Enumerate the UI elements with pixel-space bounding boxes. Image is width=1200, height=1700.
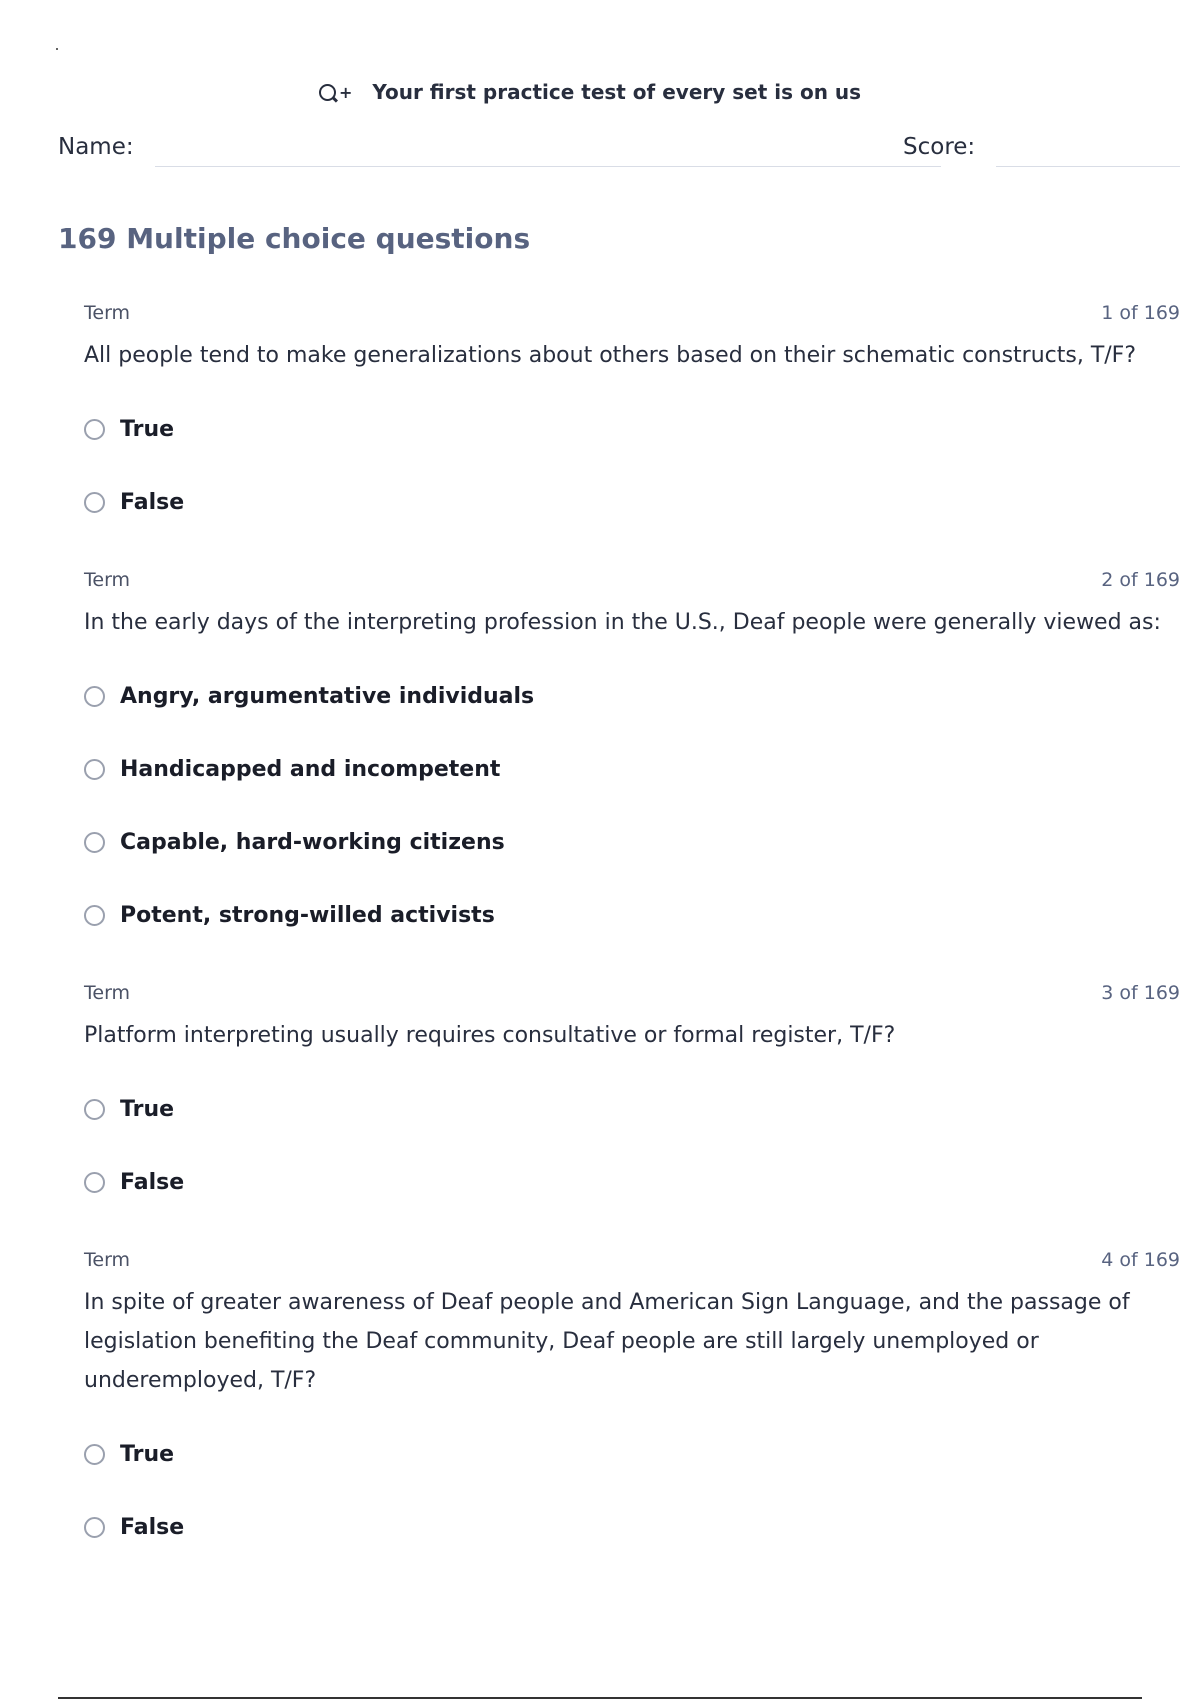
answer-option[interactable] [84,466,1180,539]
answer-option-label[interactable]: False [120,1170,185,1195]
answer-option[interactable] [84,733,1180,806]
answer-option[interactable] [84,806,1180,879]
name-label: Name: [58,134,134,160]
page-dot [56,48,58,50]
question-header [84,980,1180,1006]
question-counter: 2 of 169 [1101,569,1180,591]
term-label: Term [84,1249,131,1271]
radio-button-icon[interactable] [84,1517,105,1538]
answer-option[interactable] [84,393,1180,466]
question-list [84,300,1180,1592]
question-text: In the early days of the interpreting profession in the U.S., Deaf people were generally viewed as: [84,610,1161,635]
radio-button-icon[interactable] [84,1444,105,1465]
answer-option-label[interactable]: True [120,1442,175,1467]
promo-banner[interactable] [0,80,1200,104]
section-title: 169 Multiple choice questions [58,222,531,255]
header-row [58,134,1180,168]
answer-option[interactable] [84,1073,1180,1146]
question-card [84,567,1180,952]
answer-option-label[interactable]: True [120,1097,175,1122]
answer-option[interactable] [84,660,1180,733]
question-text: All people tend to make generalizations about others based on their schematic constructs, T/F? [84,343,1137,368]
answer-option[interactable] [84,1146,1180,1219]
radio-button-icon[interactable] [84,686,105,707]
page-divider [58,1697,1142,1699]
radio-button-icon[interactable] [84,905,105,926]
answer-option-label[interactable]: Potent, strong-willed activists [120,903,495,928]
answer-option-label[interactable]: False [120,490,185,515]
radio-button-icon[interactable] [84,492,105,513]
answer-option-label[interactable]: False [120,1515,185,1540]
promo-text: Your first practice test of every set is on us [372,80,862,104]
question-card [84,980,1180,1219]
question-header [84,1247,1180,1273]
name-field[interactable] [155,166,941,167]
question-card [84,300,1180,539]
answer-option-label[interactable]: Angry, argumentative individuals [120,684,535,709]
answer-option[interactable] [84,879,1180,952]
question-counter: 3 of 169 [1101,982,1180,1004]
term-label: Term [84,302,131,324]
radio-button-icon[interactable] [84,1099,105,1120]
question-counter: 4 of 169 [1101,1249,1180,1271]
answer-option[interactable] [84,1491,1180,1564]
q-plus-icon: + [319,83,352,102]
answer-option[interactable] [84,1418,1180,1491]
score-label: Score: [903,134,976,160]
term-label: Term [84,569,131,591]
answer-option-label[interactable]: Capable, hard-working citizens [120,830,505,855]
question-header [84,300,1180,326]
question-card [84,1247,1180,1564]
question-text: Platform interpreting usually requires consultative or formal register, T/F? [84,1023,896,1048]
radio-button-icon[interactable] [84,832,105,853]
question-header [84,567,1180,593]
answer-option-label[interactable]: True [120,417,175,442]
answer-option-label[interactable]: Handicapped and incompetent [120,757,501,782]
radio-button-icon[interactable] [84,419,105,440]
score-field[interactable] [996,166,1180,167]
question-counter: 1 of 169 [1101,302,1180,324]
radio-button-icon[interactable] [84,759,105,780]
term-label: Term [84,982,131,1004]
radio-button-icon[interactable] [84,1172,105,1193]
question-text: In spite of greater awareness of Deaf people and American Sign Language, and the passage of legislation benefiting the Deaf community, Deaf people are still largely unemployed or underemployed, T/F? [84,1290,1130,1393]
